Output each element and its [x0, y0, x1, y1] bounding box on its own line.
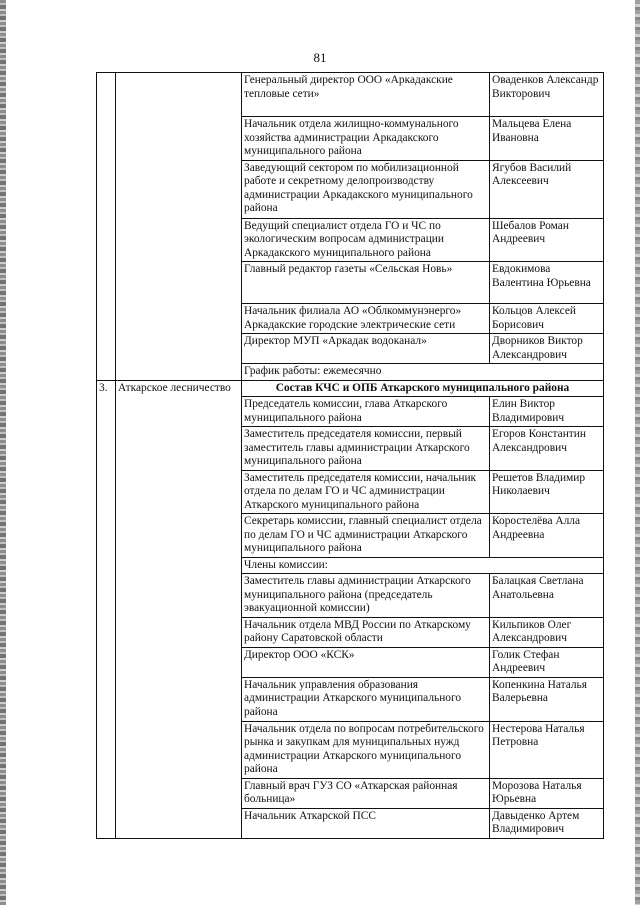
section-header-row	[97, 380, 604, 397]
position-cell: Главный редактор газеты «Сельская Новь»	[242, 262, 490, 304]
schedule-text: График работы: ежемесячно	[242, 364, 604, 381]
position-cell: Начальник отдела по вопросам потребительского рынка и закупкам для муниципальных нужд администрации Аткарского муниципального района	[242, 721, 490, 778]
page-number: 81	[313, 50, 327, 65]
position-cell: Директор ООО «КСК»	[242, 647, 490, 677]
name-cell: Кильпиков Олег Александрович	[490, 617, 604, 647]
scan-edge-left	[0, 0, 6, 905]
position-cell: Главный врач ГУЗ СО «Аткарская районная больница»	[242, 778, 490, 808]
name-cell: Шебалов Роман Андреевич	[490, 218, 604, 262]
commission-table	[96, 72, 604, 839]
position-cell: Генеральный директор ООО «Аркадакские тепловые сети»	[242, 73, 490, 117]
number-cell	[97, 73, 116, 381]
position-cell: Заведующий сектором по мобилизационной работе и секретному делопроизводству администрации Аркадакского муниципального района	[242, 160, 490, 218]
name-cell: Мальцева Елена Ивановна	[490, 117, 604, 161]
name-cell: Оваденков Александр Викторович	[490, 73, 604, 117]
name-cell: Давыденко Артем Владимирович	[490, 808, 604, 838]
section-header: Состав КЧС и ОПБ Аткарского муниципального района	[242, 380, 604, 397]
members-label: Члены комиссии:	[242, 557, 604, 574]
name-cell: Решетов Владимир Николаевич	[490, 470, 604, 514]
table-row	[97, 73, 604, 117]
position-cell: Секретарь комиссии, главный специалист отдела по делам ГО и ЧС администрации Аткарского муниципального района	[242, 514, 490, 558]
position-cell: Заместитель председателя комиссии, начальник отдела по делам ГО и ЧС администрации Аткарского муниципального района	[242, 470, 490, 514]
name-cell: Морозова Наталья Юрьевна	[490, 778, 604, 808]
position-cell: Начальник управления образования администрации Аткарского муниципального района	[242, 677, 490, 721]
position-cell: Начальник филиала АО «Облкоммунэнерго» Аркадакские городские электрические сети	[242, 304, 490, 334]
name-cell: Коростелёва Алла Андреевна	[490, 514, 604, 558]
place-cell: Аткарское лесничество	[116, 380, 242, 838]
name-cell: Ягубов Василий Алексеевич	[490, 160, 604, 218]
position-cell: Начальник отдела жилищно-коммунального хозяйства администрации Аркадакского муниципального района	[242, 117, 490, 161]
position-cell: Ведущий специалист отдела ГО и ЧС по экологическим вопросам администрации Аркадакского муниципального района	[242, 218, 490, 262]
position-cell: Директор МУП «Аркадак водоканал»	[242, 334, 490, 364]
name-cell: Кольцов Алексей Борисович	[490, 304, 604, 334]
position-cell: Председатель комиссии, глава Аткарского муниципального района	[242, 397, 490, 427]
position-cell: Заместитель председателя комиссии, первый заместитель главы администрации Аткарского муниципального района	[242, 427, 490, 471]
position-cell: Заместитель главы администрации Аткарского муниципального района (председатель эвакуационной комиссии)	[242, 574, 490, 618]
name-cell: Дворников Виктор Александрович	[490, 334, 604, 364]
number-cell: 3.	[97, 380, 116, 838]
name-cell: Егоров Константин Александрович	[490, 427, 604, 471]
position-cell: Начальник Аткарской ПСС	[242, 808, 490, 838]
name-cell: Копенкина Наталья Валерьевна	[490, 677, 604, 721]
name-cell: Елин Виктор Владимирович	[490, 397, 604, 427]
name-cell: Евдокимова Валентина Юрьевна	[490, 262, 604, 304]
place-cell	[116, 73, 242, 381]
name-cell: Голик Стефан Андреевич	[490, 647, 604, 677]
scan-edge-right	[635, 0, 640, 905]
name-cell: Балацкая Светлана Анатольевна	[490, 574, 604, 618]
name-cell: Нестерова Наталья Петровна	[490, 721, 604, 778]
position-cell: Начальник отдела МВД России по Аткарскому району Саратовской области	[242, 617, 490, 647]
